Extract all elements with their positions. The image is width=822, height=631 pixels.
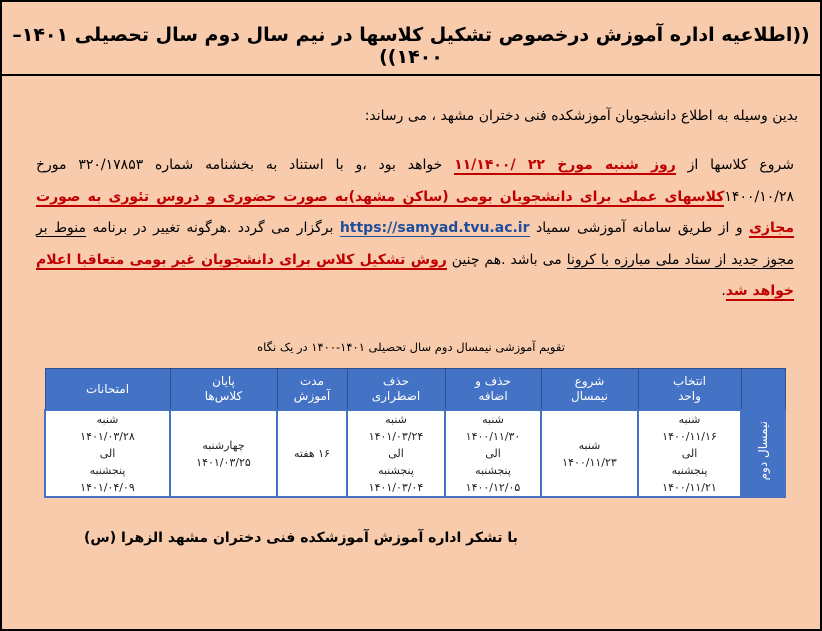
- cell-duration: ۱۶ هفته: [277, 410, 347, 497]
- cell-classes-end: چهارشنبه ۱۴۰۱/۰۳/۲۵: [170, 410, 277, 497]
- body-text-5: می باشد .هم چنین: [446, 251, 567, 268]
- cell-add-drop: شنبه ۱۴۰۰/۱۱/۳۰ الی پنجشنبه ۱۴۰۰/۱۲/۰۵: [445, 410, 541, 497]
- signature-line: با تشکر اداره آموزش آموزشکده فنی دختران مشهد الزهرا (س): [84, 530, 518, 546]
- header-semester-start: شروع نیمسال: [541, 369, 638, 411]
- cell-exams: شنبه ۱۴۰۱/۰۳/۲۸ الی پنجشنبه ۱۴۰۱/۰۴/۰۹: [45, 410, 170, 497]
- header-classes-end: پایان کلاس‌ها: [170, 369, 277, 411]
- announcement-body: [36, 150, 794, 308]
- body-text-1: شروع کلاسها از: [675, 157, 794, 173]
- header-duration: مدت آموزش: [277, 369, 347, 411]
- announcement-title: ((اطلاعیه اداره آموزش درخصوص تشکیل کلاسها در نیم سال دوم سال تحصیلی ۱۴۰۱–۱۴۰۰)): [12, 24, 810, 68]
- body-text-4: برگزار می گردد .هرگونه تغییر در برنامه: [85, 220, 340, 236]
- body-text-2: خواهد بود ،و با استناد به بخشنامه شماره ۳۲۰/۱۷۸۵۳ مورخ ۱۴۰۰/۱۰/۲۸: [36, 157, 794, 205]
- header-unit-selection: انتخاب واحد: [638, 369, 741, 411]
- practical-classes-highlight: کلاسهای عملی برای دانشجویان بومی (ساکن مشهد): [348, 188, 725, 205]
- cell-unit-selection: شنبه ۱۴۰۰/۱۱/۱۶ الی پنجشنبه ۱۴۰۰/۱۱/۲۱: [638, 410, 741, 497]
- calendar-title: تقویم آموزشی نیمسال دوم سال تحصیلی ۱۴۰۱-۱۴۰۰ در یک نگاه: [257, 340, 565, 354]
- academic-calendar-table: [44, 368, 786, 498]
- row-label-second-semester: نیمسال دوم: [741, 410, 785, 497]
- header-exams: امتحانات: [45, 369, 170, 411]
- calendar-header-row: [45, 369, 785, 411]
- body-text-6: .: [721, 283, 726, 299]
- table-row: [45, 410, 785, 497]
- title-bar: [2, 2, 820, 76]
- header-corner: [741, 369, 785, 411]
- cell-emergency-drop: شنبه ۱۴۰۱/۰۳/۲۴ الی پنجشنبه ۱۴۰۱/۰۳/۰۴: [347, 410, 445, 497]
- header-emergency-drop: حذف اضطراری: [347, 369, 445, 411]
- intro-line: بدین وسیله به اطلاع دانشجویان آموزشکده فنی دختران مشهد ، می رساند:: [364, 108, 798, 124]
- header-add-drop: حذف و اضافه: [445, 369, 541, 411]
- body-text-3: و از طریق سامانه آموزشی سمیاد: [529, 220, 750, 236]
- samyad-link[interactable]: https://samyad.tvu.ac.ir: [339, 220, 530, 236]
- cell-semester-start: شنبه ۱۴۰۰/۱۱/۲۳: [541, 410, 638, 497]
- in-person-virtual-highlight: به صورت حضوری و دروس تئوری به صورت مجازی: [36, 188, 794, 236]
- start-date-highlight: روز شنبه مورخ ۲۲ /۱۱/۱۴۰۰: [454, 157, 676, 173]
- corona-permit-text: منوط بر مجوز جدید از ستاد ملی مبارزه با کرونا: [36, 220, 795, 268]
- non-native-students-highlight: روش تشکیل کلاس برای دانشجویان غیر بومی متعاقبا اعلام خواهد شد: [36, 251, 794, 299]
